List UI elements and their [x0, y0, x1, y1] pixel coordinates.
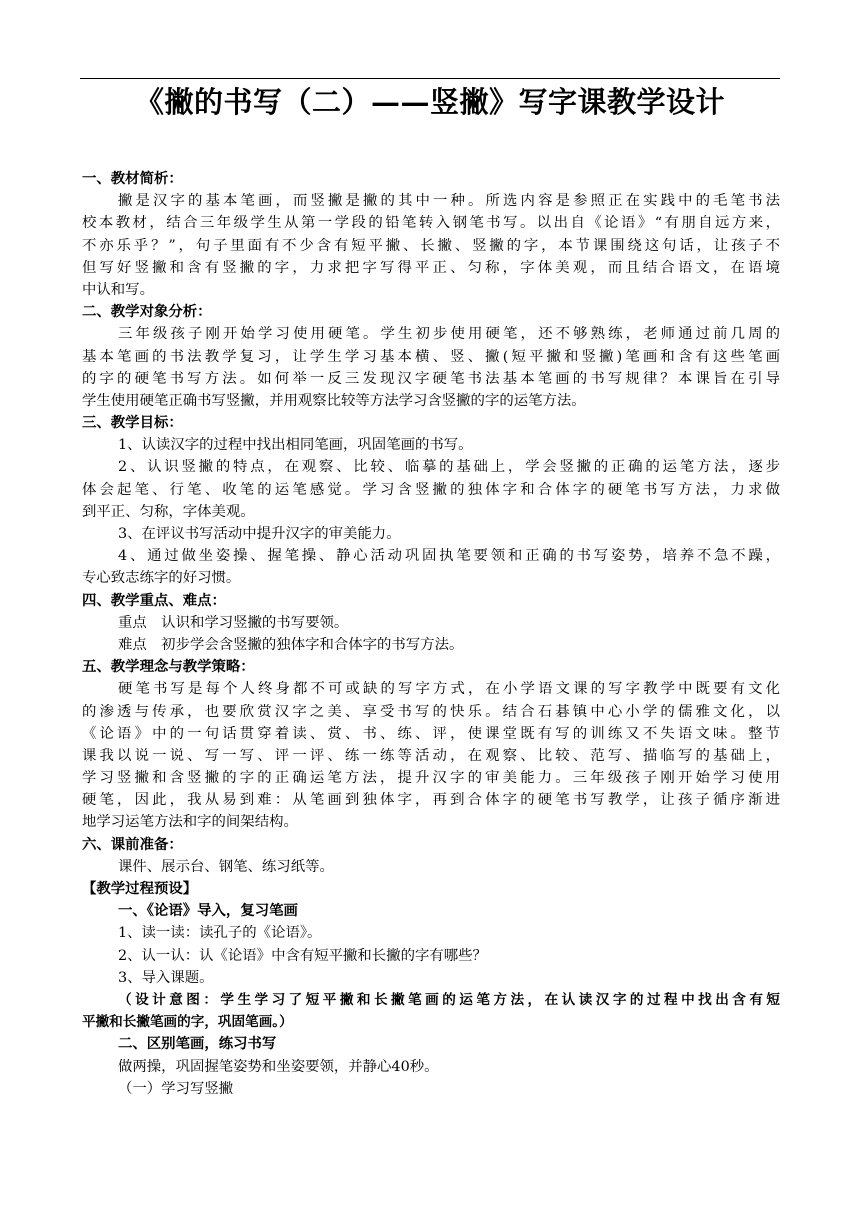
paragraph-line: 重点 认识和学习竖撇的书写要领。 [118, 614, 349, 631]
paragraph-line: 学生使用硬笔正确书写竖撇，并用观察比较等方法学习含竖撇的字的运笔方法。 [82, 392, 586, 409]
paragraph-line: 学习竖撇和含竖撇的字的正确运笔方法，提升汉字的审美能力。三年级孩子刚开始学习使用 [82, 770, 780, 787]
page-title: 《撇的书写（二）——竖撇》写字课教学设计 [134, 85, 725, 119]
paragraph-line: 撇是汉字的基本笔画，而竖撇是撇的其中一种。所选内容是参照正在实践中的毛笔书法 [118, 193, 780, 210]
paragraph-line: 1、读一读：读孔子的《论语》。 [118, 925, 322, 942]
paragraph-line: 中认和写。 [82, 281, 154, 298]
paragraph-line: 3、在评议书写活动中提升汉字的审美能力。 [118, 526, 401, 542]
section-heading: 六、课前准备： [82, 835, 183, 853]
paragraph-line: 到平正、匀称，字体美观。 [82, 503, 255, 520]
paragraph-line: 但写好竖撇和含有竖撇的字，力求把字写得平正、匀称，字体美观，而且结合语文，在语境 [82, 259, 780, 276]
paragraph-line: 地学习运笔方法和字的间架结构。 [82, 814, 298, 831]
design-note-line: （设计意图：学生学习了短平撇和长撇笔画的运笔方法，在认读汉字的过程中找出含有短 [118, 991, 780, 1008]
paragraph-line: 难点 初步学会含竖撇的独体字和合体字的书写方法。 [118, 636, 464, 653]
paragraph-line: 3、导入课题。 [118, 969, 214, 986]
paragraph-line: 的渗透与传承，也要欣赏汉字之美、享受书写的快乐。结合石碁镇中心小学的儒雅文化，以 [82, 703, 780, 720]
paragraph-line: 校本教材，结合三年级学生从第一学段的铅笔转入钢笔书写。以出自《论语》“有朋自远方来， [82, 215, 780, 232]
section-heading: 一、教材简析： [82, 170, 183, 187]
design-note-line: 平撇和长撇笔画的字，巩固笔画。） [82, 1014, 293, 1031]
subsection-heading: 二、区别笔画，练习书写 [118, 1035, 277, 1053]
paragraph-line: （一）学习写竖撇 [118, 1080, 234, 1097]
top-rule [80, 78, 780, 79]
paragraph-line: 不亦乐乎？”，句子里面有不少含有短平撇、长撇、竖撇的字，本节课围绕这句话，让孩子不 [82, 237, 780, 254]
paragraph-line: 硬笔书写是每个人终身都不可或缺的写字方式，在小学语文课的写字教学中既要有文化 [118, 681, 780, 698]
section-heading: 三、教学目标： [82, 414, 183, 432]
subsection-heading: 一、《论语》导入，复习笔画 [118, 902, 298, 920]
paragraph-line: 基本笔画的书法教学复习，让学生学习基本横、竖、撇(短平撇和竖撇)笔画和含有这些笔画 [82, 348, 780, 365]
paragraph-line: 课我以说一说、写一写、评一评、练一练等活动，在观察、比较、范写、描临写的基础上， [82, 747, 780, 764]
paragraph-line: 《论语》中的一句话贯穿着读、赏、书、练、评，使课堂既有写的训练又不失语文味。整节 [82, 725, 780, 742]
paragraph-line: 1、认读汉字的过程中找出相同笔画，巩固笔画的书写。 [118, 437, 473, 454]
section-heading: 【教学过程预设】 [82, 880, 198, 897]
section-heading: 四、教学重点、难点： [82, 591, 226, 609]
paragraph-line: 课件、展示台、钢笔、练习纸等。 [118, 858, 334, 875]
paragraph-line: 硬笔，因此，我从易到难：从笔画到独体字，再到合体字的硬笔书写教学，让孩子循序渐进 [82, 792, 780, 809]
paragraph-line: 2、认识竖撇的特点，在观察、比较、临摹的基础上，学会竖撇的正确的运笔方法，逐步 [118, 459, 780, 476]
paragraph-line: 4、通过做坐姿操、握笔操、静心活动巩固执笔要领和正确的书写姿势，培养不急不躁， [118, 548, 780, 565]
document-body [82, 168, 780, 1100]
paragraph-line: 2、认一认：认《论语》中含有短平撇和长撇的字有哪些？ [118, 947, 487, 964]
section-heading: 五、教学理念与教学策略： [82, 658, 255, 676]
paragraph-line: 三年级孩子刚开始学习使用硬笔。学生初步使用硬笔，还不够熟练，老师通过前几周的 [118, 326, 780, 343]
paragraph-line: 专心致志练字的好习惯。 [82, 570, 241, 587]
paragraph-line: 做两操，巩固握笔姿势和坐姿要领，并静心40秒。 [118, 1058, 439, 1075]
paragraph-line: 体会起笔、行笔、收笔的运笔感觉。学习含竖撇的独体字和合体字的硬笔书写方法，力求做 [82, 481, 780, 498]
paragraph-line: 的字的硬笔书写方法。如何举一反三发现汉字硬笔书法基本笔画的书写规律？本课旨在引导 [82, 370, 780, 387]
section-heading: 二、教学对象分析： [82, 303, 212, 321]
